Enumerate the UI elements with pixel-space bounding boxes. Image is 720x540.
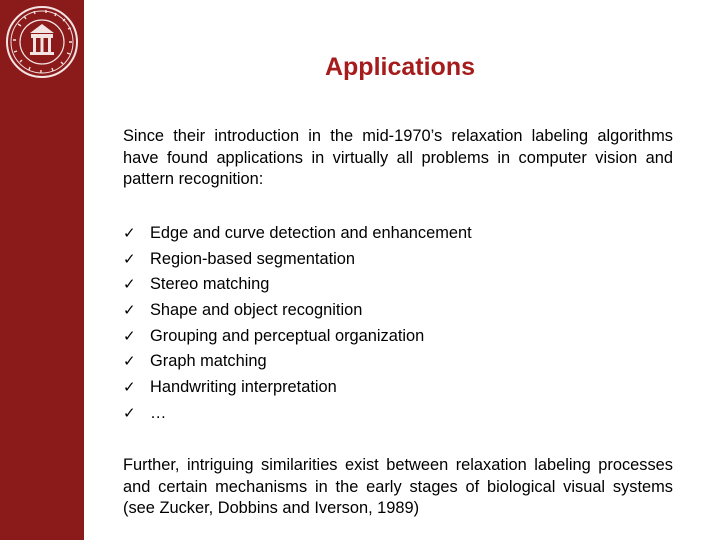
list-item [123,248,673,274]
checkmark-icon: ✓ [123,403,136,422]
list-item-label: Handwriting interpretation [150,378,337,397]
closing-paragraph: Further, intriguing similarities exist between relaxation labeling processes and certain mechanisms in the early stages of biological visual systems (see Zucker, Dobbins and Iverson, 1989) [123,456,673,517]
list-item [123,273,673,299]
list-item [123,325,673,351]
checkmark-icon: ✓ [123,275,136,294]
list-item [123,299,673,325]
list-item-label: Grouping and perceptual organization [150,326,425,345]
list-item [123,376,673,402]
list-item-label: Shape and object recognition [150,301,363,320]
checkmark-icon: ✓ [123,326,136,345]
application-list [123,222,673,428]
list-item-label: Region-based segmentation [150,249,356,268]
list-item-label: Graph matching [150,352,267,371]
list-item-label: Edge and curve detection and enhancement [150,224,472,242]
checkmark-icon: ✓ [123,352,136,371]
list-item-label: … [150,403,167,422]
checkmark-icon: ✓ [123,224,136,242]
sidebar-band [0,0,84,540]
checkmark-icon: ✓ [123,301,136,320]
checkmark-icon: ✓ [123,249,136,268]
intro-paragraph: Since their introduction in the mid-1970’s relaxation labeling algorithms have found applications in virtually all problems in computer vision and pattern recognition: [123,127,673,188]
university-seal-logo [4,4,80,80]
list-item-label: Stereo matching [150,275,270,294]
checkmark-icon: ✓ [123,378,136,397]
list-item [123,222,673,248]
list-item [123,350,673,376]
slide-title: Applications [324,53,475,81]
list-item [123,402,673,428]
